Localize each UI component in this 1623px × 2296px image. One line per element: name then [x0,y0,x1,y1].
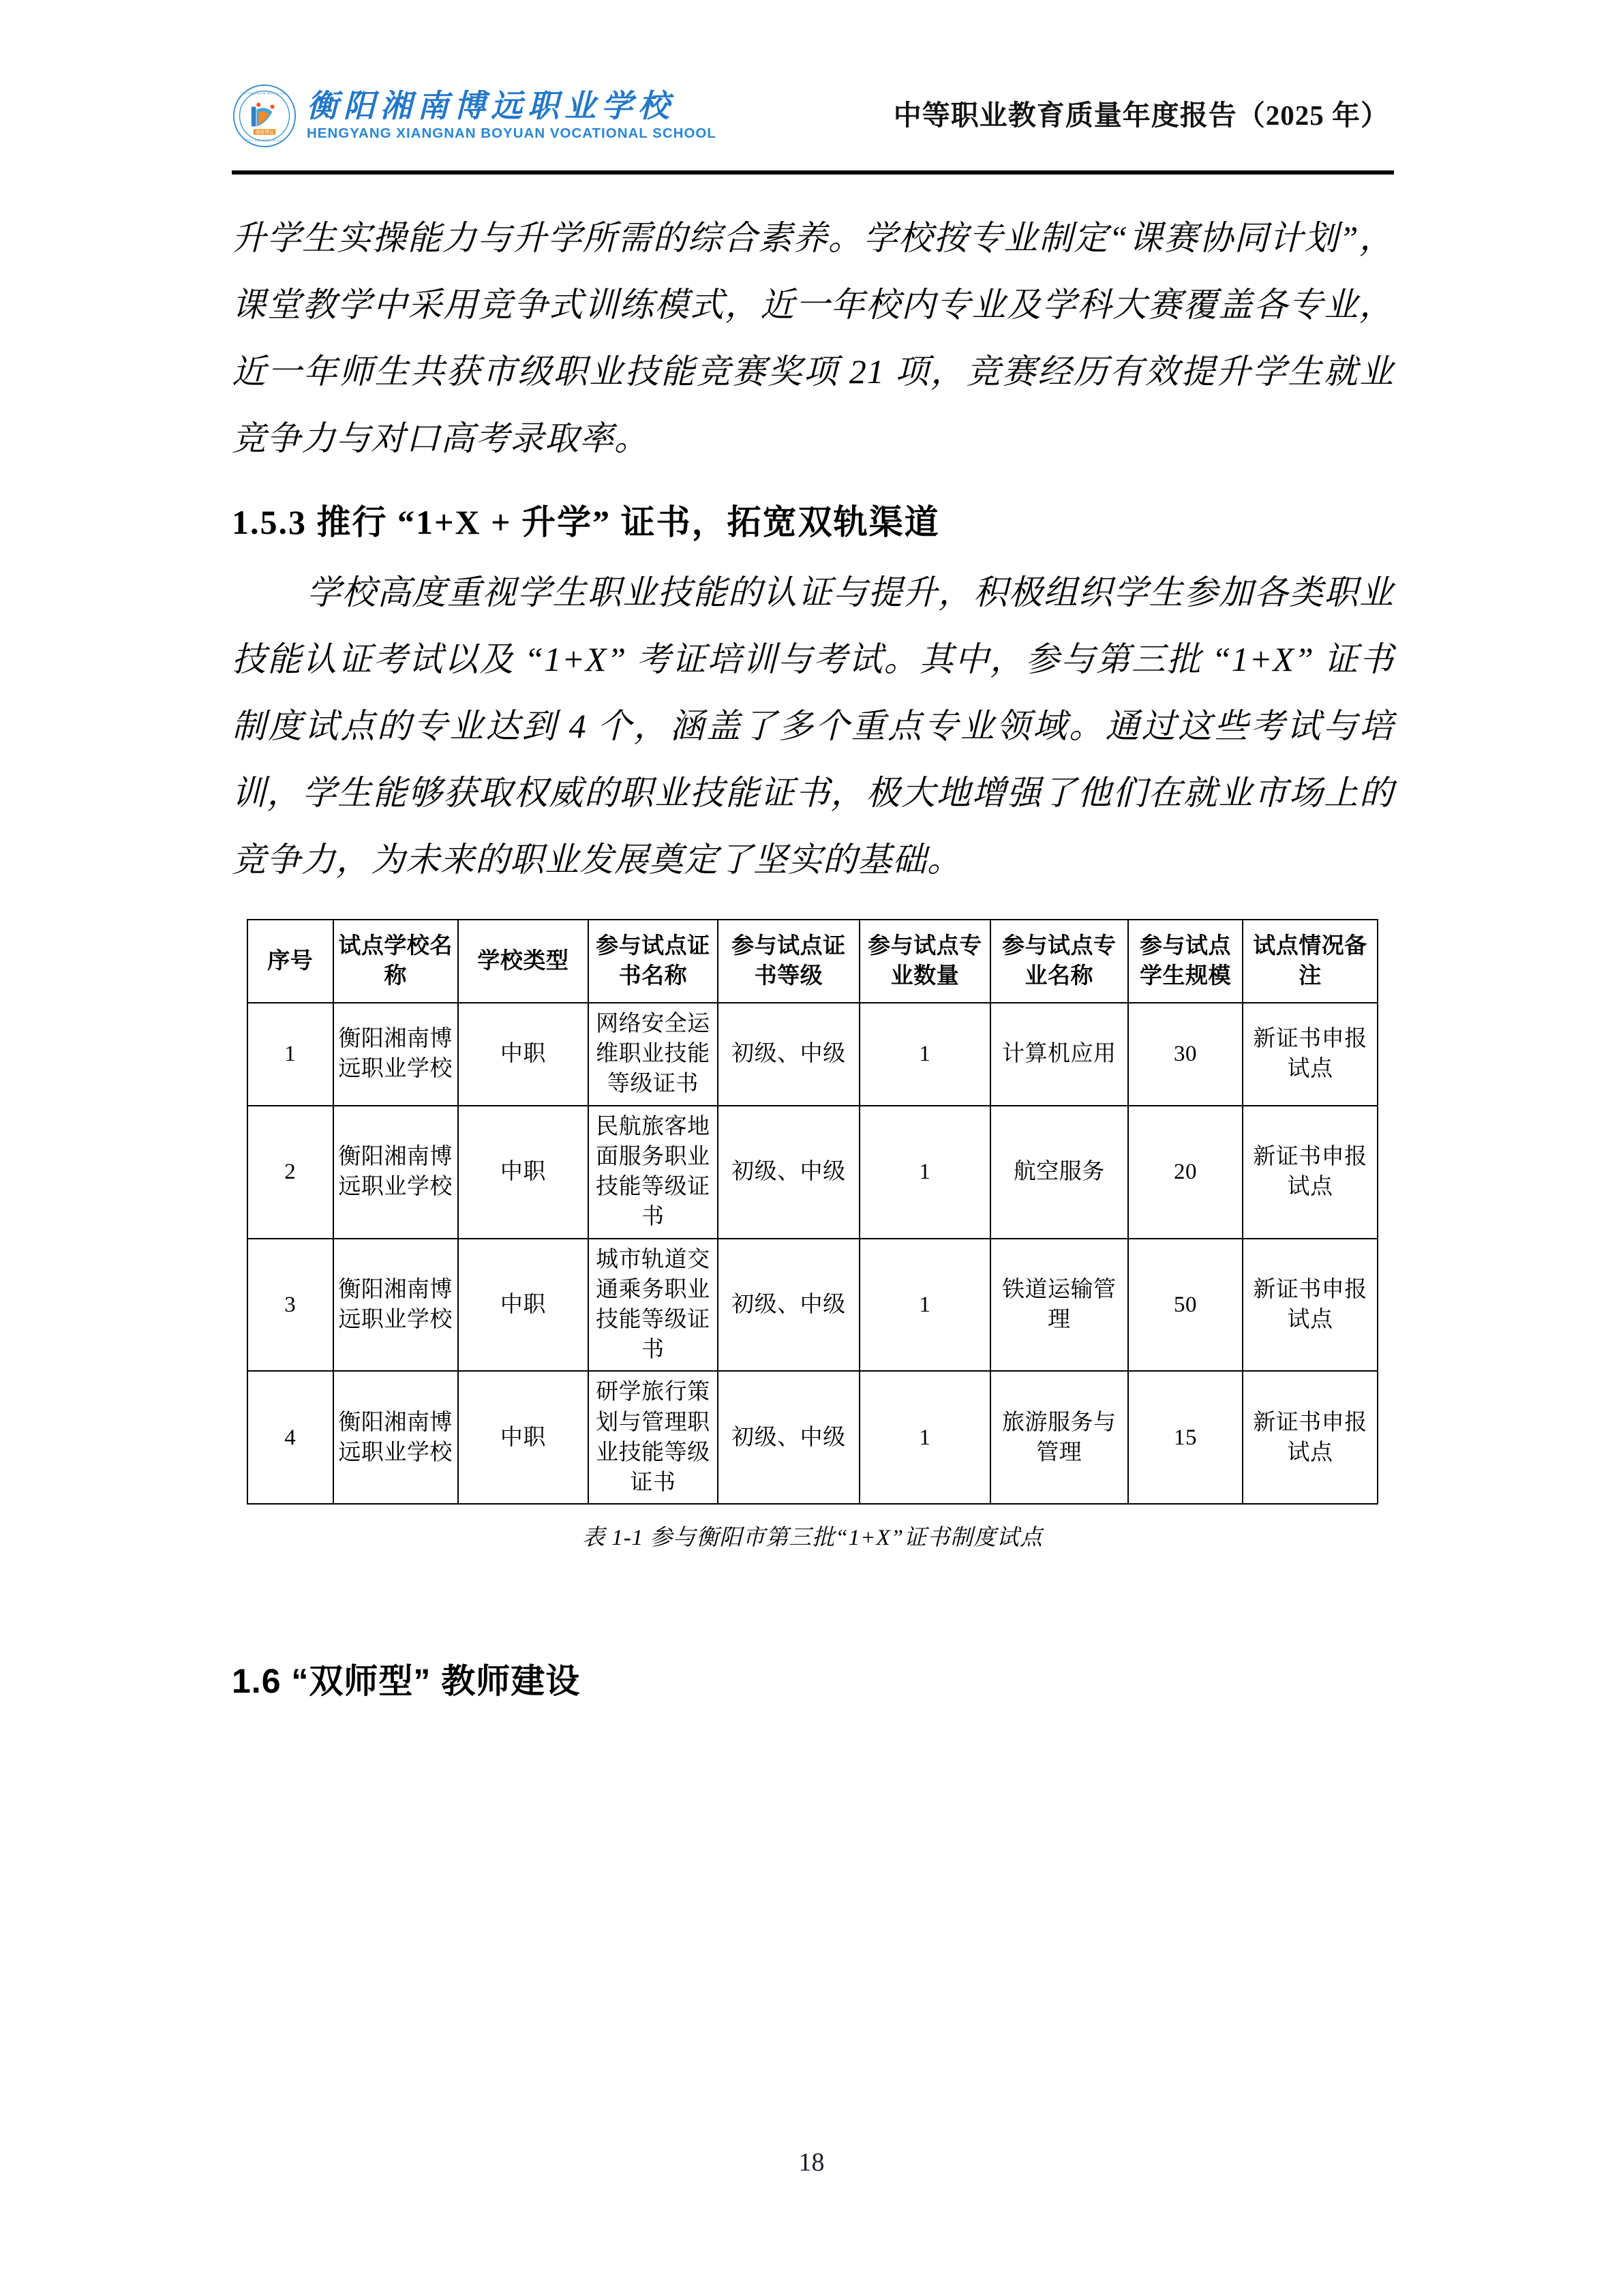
pilot-table-wrapper [247,919,1378,1552]
cell-cert-name: 城市轨道交通乘务职业技能等级证书 [588,1239,717,1372]
svg-text:ZHI YE XUE XIAO: ZHI YE XUE XIAO [246,139,283,143]
paragraph-continuation: 升学生实操能力与升学所需的综合素养。学校按专业制定“课赛协同计划”，课堂教学中采用竞争式训练模式，近一年校内专业及学科大赛覆盖各专业，近一年师生共获市级职业技能竞赛奖项 21 项，竞赛经历有效提升学生就业竞争力与对口高考录取率。 [232,219,1394,457]
cell-major-count: 1 [860,1106,990,1239]
cell-scale: 15 [1128,1371,1243,1504]
page-number: 18 [798,2148,825,2177]
cell-scale: 50 [1128,1239,1243,1372]
cell-seq: 3 [247,1239,333,1372]
paragraph-1x-certificates: 学校高度重视学生职业技能的认证与提升，积极组织学生参加各类职业技能认证考试以及 “1+X” 考证培训与考试。其中，参与第三批 “1+X” 证书制度试点的专业达到 4 个，涵盖了多个重点专业领域。通过这些考试与培训，学生能够获取权威的职业技能证书，极大地增强了他们在就业市场上的竞争力，为未来的职业发展奠定了坚实的基础。 [232,573,1394,879]
report-title: 中等职业教育质量年度报告（2025 年） [893,100,1389,131]
cell-seq: 2 [247,1106,333,1239]
column-header-scale: 参与试点学生规模 [1128,920,1243,1003]
cell-type: 中职 [458,1371,589,1504]
heading-1-6: 1.6 “双师型” 教师建设 [232,1662,581,1701]
school-emblem-icon [232,83,297,149]
school-logo-text [307,91,716,141]
cell-major-name: 计算机应用 [990,1003,1128,1106]
heading-1-6-wrapper [232,1654,1394,1703]
school-logo [232,83,716,149]
cell-major-count: 1 [860,1003,990,1106]
cell-remark: 新证书申报试点 [1243,1371,1378,1504]
pilot-program-table [247,919,1378,1505]
cell-cert-level: 初级、中级 [718,1371,860,1504]
page-content [232,205,1394,1703]
cell-type: 中职 [458,1106,589,1239]
column-header-remark: 试点情况备注 [1243,920,1378,1003]
cell-seq: 1 [247,1003,333,1106]
svg-text:湘南博远: 湘南博远 [255,130,274,135]
column-header-type: 学校类型 [458,920,589,1003]
cell-cert-level: 初级、中级 [718,1239,860,1372]
school-name-cn: 衡阳湘南博远职业学校 [307,89,675,124]
cell-cert-name: 民航旅客地面服务职业技能等级证书 [588,1106,717,1239]
cell-major-name: 铁道运输管理 [990,1239,1128,1372]
cell-cert-level: 初级、中级 [718,1003,860,1106]
cell-school: 衡阳湘南博远职业学校 [333,1239,458,1372]
cell-major-count: 1 [860,1371,990,1504]
table-row [247,1371,1378,1504]
page-header [232,75,1391,157]
cell-school: 衡阳湘南博远职业学校 [333,1106,458,1239]
cell-major-count: 1 [860,1239,990,1372]
heading-1-5-3: 1.5.3 推行 “1+X + 升学” 证书，拓宽双轨渠道 [232,503,940,541]
cell-school: 衡阳湘南博远职业学校 [333,1003,458,1106]
cell-cert-level: 初级、中级 [718,1106,860,1239]
cell-scale: 30 [1128,1003,1243,1106]
table-row [247,1003,1378,1106]
cell-remark: 新证书申报试点 [1243,1239,1378,1372]
column-header-cert-level: 参与试点证书等级 [718,920,860,1003]
table-row [247,1239,1378,1372]
svg-text:XIANGNAN BOYUAN: XIANGNAN BOYUAN [243,91,286,96]
cell-cert-name: 网络安全运维职业技能等级证书 [588,1003,717,1106]
header-divider [232,170,1394,175]
column-header-major-count: 参与试点专业数量 [860,920,990,1003]
table-header-row [247,920,1378,1003]
cell-major-name: 旅游服务与管理 [990,1371,1128,1504]
cell-type: 中职 [458,1003,589,1106]
column-header-major-name: 参与试点专业名称 [990,920,1128,1003]
cell-seq: 4 [247,1371,333,1504]
school-name-en: HENGYANG XIANGNAN BOYUAN VOCATIONAL SCHOOL [307,125,716,142]
cell-remark: 新证书申报试点 [1243,1003,1378,1106]
table-row [247,1106,1378,1239]
cell-scale: 20 [1128,1106,1243,1239]
cell-major-name: 航空服务 [990,1106,1128,1239]
cell-school: 衡阳湘南博远职业学校 [333,1371,458,1504]
cell-remark: 新证书申报试点 [1243,1106,1378,1239]
column-header-cert-name: 参与试点证书名称 [588,920,717,1003]
table-caption: 表 1-1 参与衡阳市第三批“1+X”证书制度试点 [581,1526,1044,1551]
column-header-seq: 序号 [247,920,333,1003]
cell-type: 中职 [458,1239,589,1372]
cell-cert-name: 研学旅行策划与管理职业技能等级证书 [588,1371,717,1504]
column-header-school: 试点学校名称 [333,920,458,1003]
